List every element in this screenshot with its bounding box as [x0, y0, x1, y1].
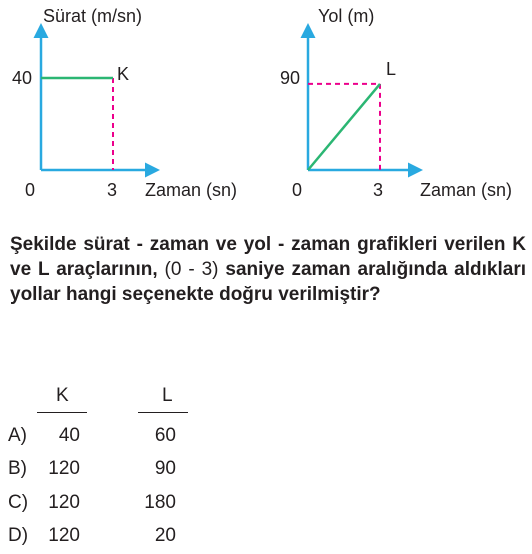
- distance-chart-origin-label: 0: [292, 180, 303, 200]
- option-d[interactable]: [0, 525, 300, 553]
- distance-chart-x-label: Zaman (sn): [420, 180, 513, 200]
- option-letter: C): [8, 492, 29, 513]
- distance-time-chart: [280, 6, 512, 200]
- option-a[interactable]: [0, 425, 300, 453]
- question-interval: (0 - 3): [164, 259, 219, 280]
- question-part-1: Şekilde sürat - zaman ve yol - zaman grafikleri verilen K ve L araçlarının,: [10, 234, 526, 280]
- option-k-value: 120: [48, 492, 80, 513]
- option-letter: D): [8, 525, 29, 546]
- option-k-value: 120: [48, 525, 80, 546]
- graphs-figure: [0, 0, 532, 210]
- option-k-value: 120: [48, 458, 80, 479]
- distance-chart-x-tick-label: 3: [373, 180, 384, 200]
- option-l-value: 90: [154, 458, 176, 479]
- speed-time-chart: [12, 6, 237, 200]
- options-header-l-underline: [138, 412, 188, 413]
- l-series-line: [308, 84, 380, 170]
- option-letter: A): [8, 425, 27, 446]
- question-part-2: saniye zaman aralığında aldıkları yollar hangi seçenekte doğru verilmiştir?: [10, 259, 527, 305]
- k-point-label: K: [117, 64, 130, 84]
- l-point-label: L: [386, 59, 397, 79]
- speed-chart-x-label: Zaman (sn): [145, 180, 238, 200]
- option-l-value: 20: [154, 525, 176, 546]
- options-header-k: K: [56, 385, 69, 406]
- option-c[interactable]: [0, 492, 300, 520]
- options-header-l: L: [162, 385, 173, 406]
- option-letter: B): [8, 458, 27, 479]
- option-b[interactable]: [0, 458, 300, 486]
- speed-chart-x-tick-label: 3: [107, 180, 118, 200]
- option-k-value: 40: [58, 425, 80, 446]
- options-header-k-underline: [37, 412, 87, 413]
- option-l-value: 60: [154, 425, 176, 446]
- distance-chart-y-label: Yol (m): [318, 6, 375, 26]
- speed-chart-y-label: Sürat (m/sn): [43, 6, 143, 26]
- speed-chart-origin-label: 0: [25, 180, 36, 200]
- question-text: [10, 232, 526, 307]
- speed-chart-y-tick-label: 40: [12, 68, 33, 88]
- option-l-value: 180: [144, 492, 176, 513]
- distance-chart-y-tick-label: 90: [280, 68, 301, 88]
